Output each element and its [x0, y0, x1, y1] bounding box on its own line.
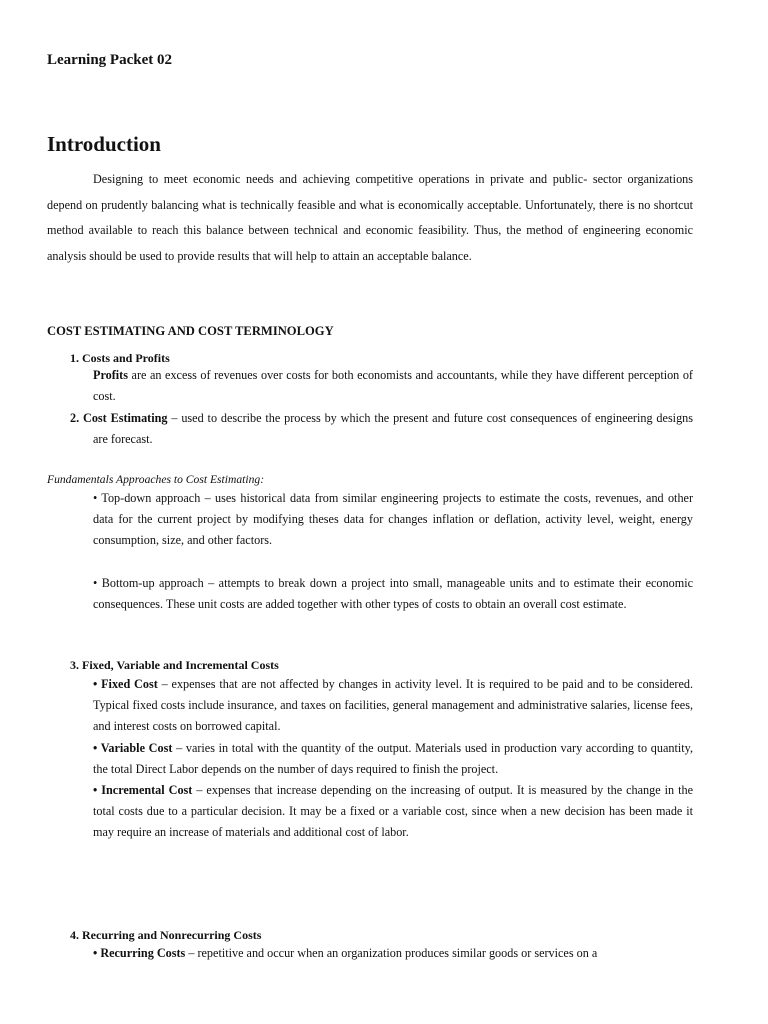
item-cost-estimating [70, 408, 693, 450]
fixed-variable-incremental-body [93, 674, 693, 844]
introduction-paragraph [47, 167, 693, 269]
top-down-text: • Top-down approach – uses historical data from similar engineering projects to estimate the costs, revenues, and other data for the current project by modifying theses data for changes inflation or deflation, activity level, weight, energy consumption, size, and other factors. [93, 491, 693, 548]
section-heading: COST ESTIMATING AND COST TERMINOLOGY [47, 324, 334, 338]
item-fixed-variable-incremental-title: 3. Fixed, Variable and Incremental Costs [70, 658, 279, 672]
fixed-cost-definition: – expenses that are not affected by changes in activity level. It is required to be paid and to be considered. Typical fixed costs include insurance, and taxes on facilities, general management and administrative salaries, license fees, and interest costs on borrowed capital. [93, 677, 694, 734]
recurring-cost-definition: – repetitive and occur when an organization produces similar goods or services on a [185, 946, 598, 960]
item-recurring-nonrecurring-title: 4. Recurring and Nonrecurring Costs [70, 928, 262, 942]
introduction-text: Designing to meet economic needs and achieving competitive operations in private and public- sector organizations depend on prudently balancing what is technically feasible and what is economically acceptable. Unfortunately, there is no shortcut method available to reach this balance between technical and economic feasibility. Thus, the method of engineering economic analysis should be used to provide results that will help to attain an acceptable balance. [47, 172, 693, 263]
fixed-cost-paragraph [93, 674, 693, 738]
bottom-up-text: • Bottom-up approach – attempts to break down a project into small, manageable units and to estimate their economic consequences. These unit costs are added together with other types of costs to obtain an overall cost estimate. [93, 576, 693, 612]
fixed-cost-term: • Fixed Cost [93, 677, 158, 691]
incremental-cost-definition: – expenses that increase depending on the increasing of output. It is measured by the change in the total costs due to a particular decision. It may be a fixed or a variable cost, since when a new decision has been made it may require an increase of materials and additional cost of labor. [93, 783, 693, 840]
bottom-up-approach [93, 573, 693, 615]
item-costs-and-profits-body [93, 365, 693, 407]
recurring-cost-paragraph [93, 943, 693, 964]
packet-title: Learning Packet 02 [47, 52, 172, 68]
top-down-approach [93, 488, 693, 552]
recurring-cost-term: • Recurring Costs [93, 946, 186, 960]
cost-estimating-title: 2. Cost Estimating [70, 411, 168, 425]
variable-cost-paragraph [93, 738, 693, 780]
incremental-cost-term: • Incremental Cost [93, 783, 193, 798]
recurring-costs-body [93, 943, 693, 964]
profits-term: Profits [93, 368, 128, 382]
incremental-cost-paragraph [93, 780, 693, 844]
variable-cost-definition: – varies in total with the quantity of the output. Materials used in production vary according to quantity, the total Direct Labor depends on the number of days required to finish the project. [93, 740, 693, 776]
cost-estimating-definition: – used to describe the process by which the present and future cost consequences of engineering designs are forecast. [93, 411, 693, 447]
profits-definition: are an excess of revenues over costs for both economists and accountants, while they have different perception of cost. [93, 368, 693, 404]
item-costs-and-profits-title: 1. Costs and Profits [70, 351, 170, 365]
introduction-heading: Introduction [47, 132, 161, 156]
variable-cost-term: • Variable Cost [93, 740, 173, 755]
fundamentals-label: Fundamentals Approaches to Cost Estimating: [47, 473, 265, 486]
